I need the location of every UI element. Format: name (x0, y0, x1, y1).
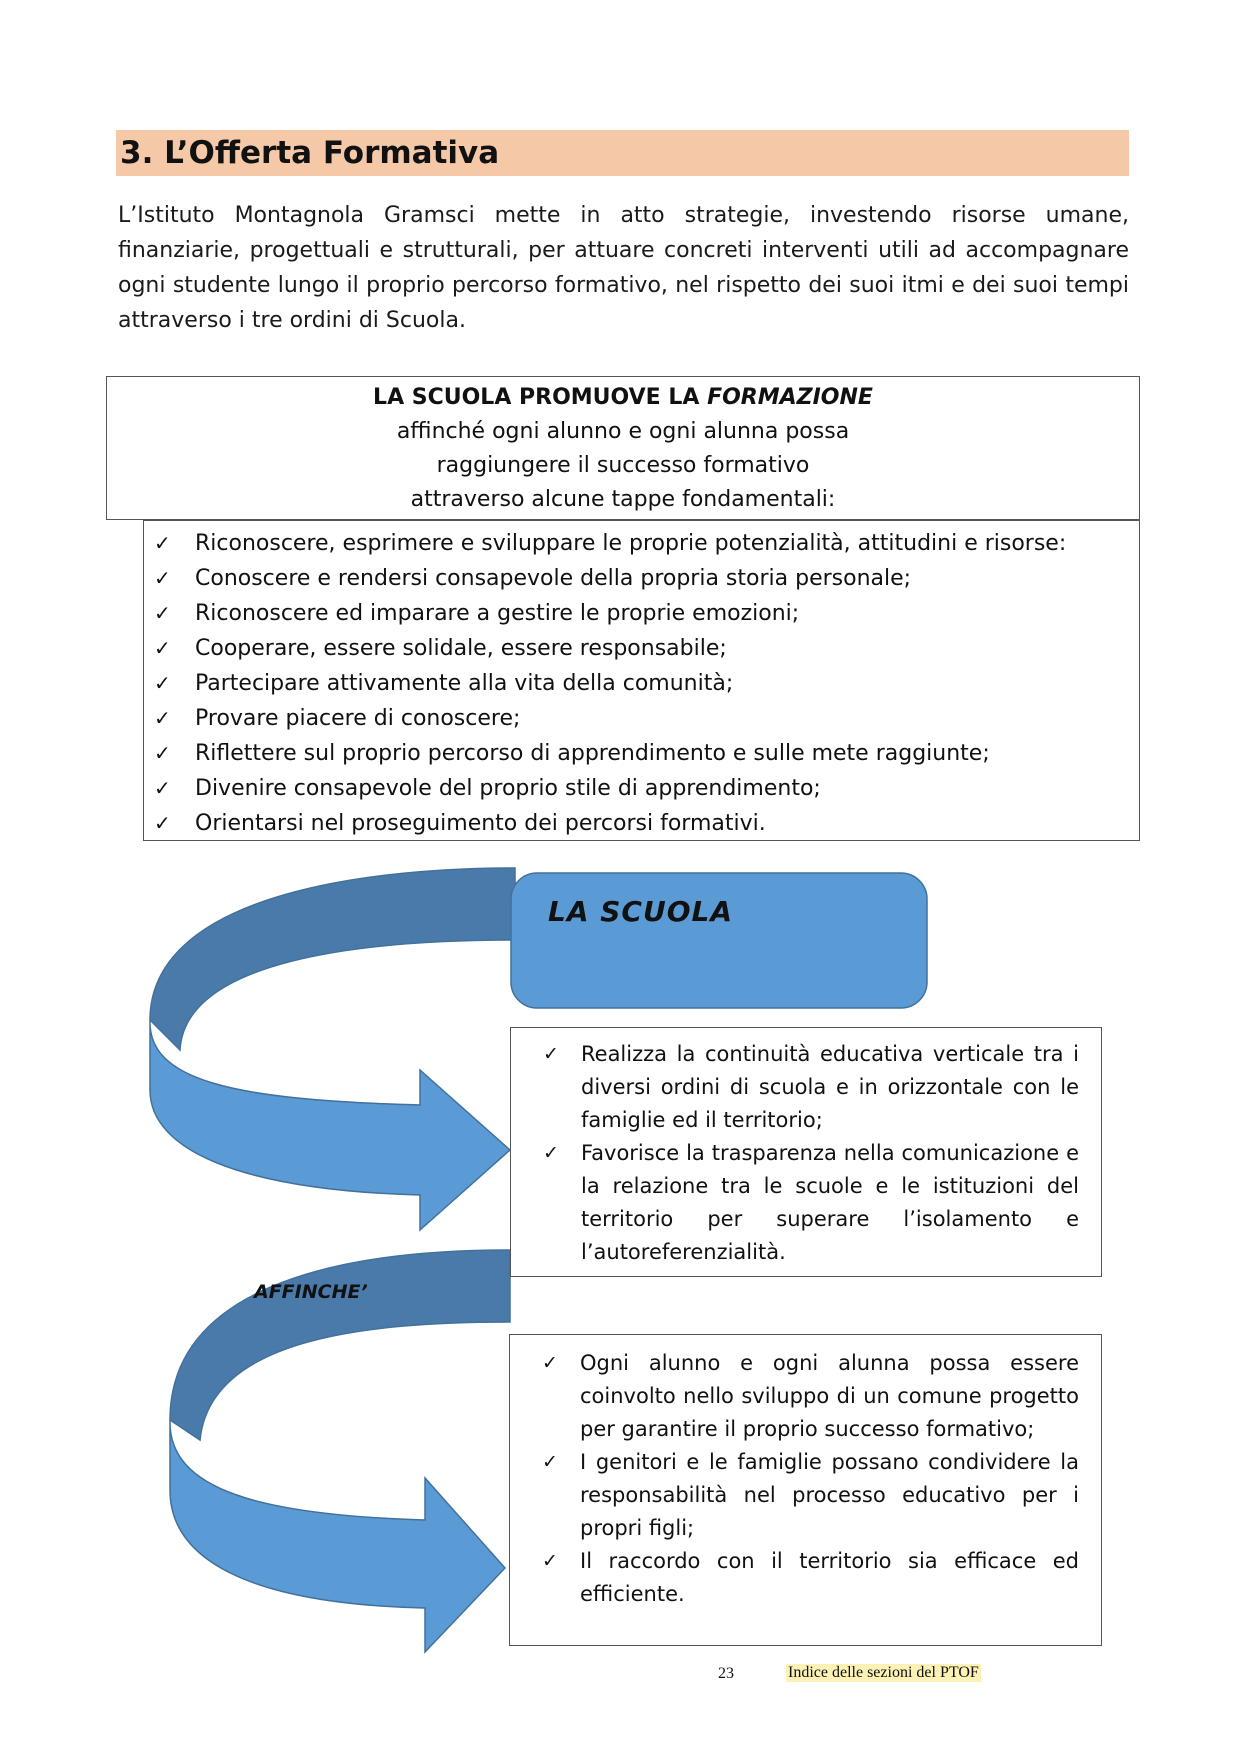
list-item: ✓ Divenire consapevole del proprio stile di apprendimento; (144, 771, 1139, 806)
list-item: ✓ Partecipare attivamente alla vita della comunità; (144, 666, 1139, 701)
school-actions-list (543, 1038, 1079, 1269)
connector-label: AFFINCHE’ (254, 1281, 368, 1303)
lower-curve-arrow (170, 1420, 505, 1652)
list-item: ✓ Ogni alunno e ogni alunna possa essere coinvolto nello sviluppo di un comune progetto per garantire il proprio successo formativo; (542, 1347, 1079, 1446)
school-goals-list (542, 1347, 1079, 1611)
school-box (511, 873, 927, 1008)
check-icon: ✓ (154, 566, 171, 590)
promo-line-3: attraverso alcune tappe fondamentali: (410, 487, 836, 512)
check-icon: ✓ (154, 776, 171, 800)
page-number: 23 (718, 1665, 734, 1682)
list-item: ✓ Riconoscere ed imparare a gestire le proprie emozioni; (144, 596, 1139, 631)
check-icon: ✓ (154, 601, 171, 625)
list-item: ✓ I genitori e le famiglie possano condividere la responsabilità nel processo educativo per i propri figli; (542, 1446, 1079, 1545)
intro-paragraph: L’Istituto Montagnola Gramsci mette in atto strategie, investendo risorse umane, finanziarie, progettuali e strutturali, per attuare concreti interventi utili ad accompagnare ogni studente lungo il proprio percorso formativo, nel rispetto dei suoi itmi e dei suoi tempi attraverso i tre ordini di Scuola. (118, 203, 1129, 333)
check-icon: ✓ (154, 671, 171, 695)
lower-curve-band (170, 1250, 510, 1440)
list-item: ✓ Il raccordo con il territorio sia efficace ed efficiente. (542, 1545, 1079, 1611)
check-icon: ✓ (543, 1043, 559, 1065)
check-icon: ✓ (542, 1451, 558, 1473)
check-icon: ✓ (154, 811, 171, 835)
promo-line-2: raggiungere il successo formativo (436, 453, 810, 478)
check-icon: ✓ (543, 1142, 559, 1164)
promo-heading: LA SCUOLA PROMUOVE LA FORMAZIONE (373, 385, 873, 410)
list-item: ✓ Riflettere sul proprio percorso di apprendimento e sulle mete raggiunte; (144, 736, 1139, 771)
list-item: ✓ Orientarsi nel proseguimento dei percorsi formativi. (144, 806, 1139, 841)
list-item: ✓ Conoscere e rendersi consapevole della propria storia personale; (144, 561, 1139, 596)
section-title: 3. L’Offerta Formativa (120, 135, 500, 171)
promo-heading-emphasis: FORMAZIONE (707, 385, 873, 410)
check-icon: ✓ (154, 706, 171, 730)
upper-curve-arrow (150, 1020, 510, 1230)
list-item: ✓ Cooperare, essere solidale, essere responsabile; (144, 631, 1139, 666)
promo-line-1: affinché ogni alunno e ogni alunna possa (396, 419, 850, 444)
school-label: LA SCUOLA (548, 895, 734, 928)
check-icon: ✓ (154, 741, 171, 765)
list-item: ✓ Favorisce la trasparenza nella comunicazione e la relazione tra le scuole e le istituzioni del territorio per superare l’isolamento e l’autoreferenzialità. (543, 1137, 1079, 1269)
index-link[interactable]: Indice delle sezioni del PTOF (788, 1664, 979, 1681)
upper-curve-band (150, 868, 515, 1050)
list-item: ✓ Riconoscere, esprimere e sviluppare le proprie potenzialità, attitudini e risorse: (144, 526, 1139, 561)
school-actions-box (510, 1027, 1102, 1277)
list-item: ✓ Realizza la continuità educativa verticale tra i diversi ordini di scuola e in orizzontale con le famiglie ed il territorio; (543, 1038, 1079, 1137)
school-goals-box (509, 1334, 1102, 1646)
check-icon: ✓ (542, 1550, 558, 1572)
check-icon: ✓ (542, 1352, 558, 1374)
check-icon: ✓ (154, 636, 171, 660)
check-icon: ✓ (154, 531, 171, 555)
list-item: ✓ Provare piacere di conoscere; (144, 701, 1139, 736)
